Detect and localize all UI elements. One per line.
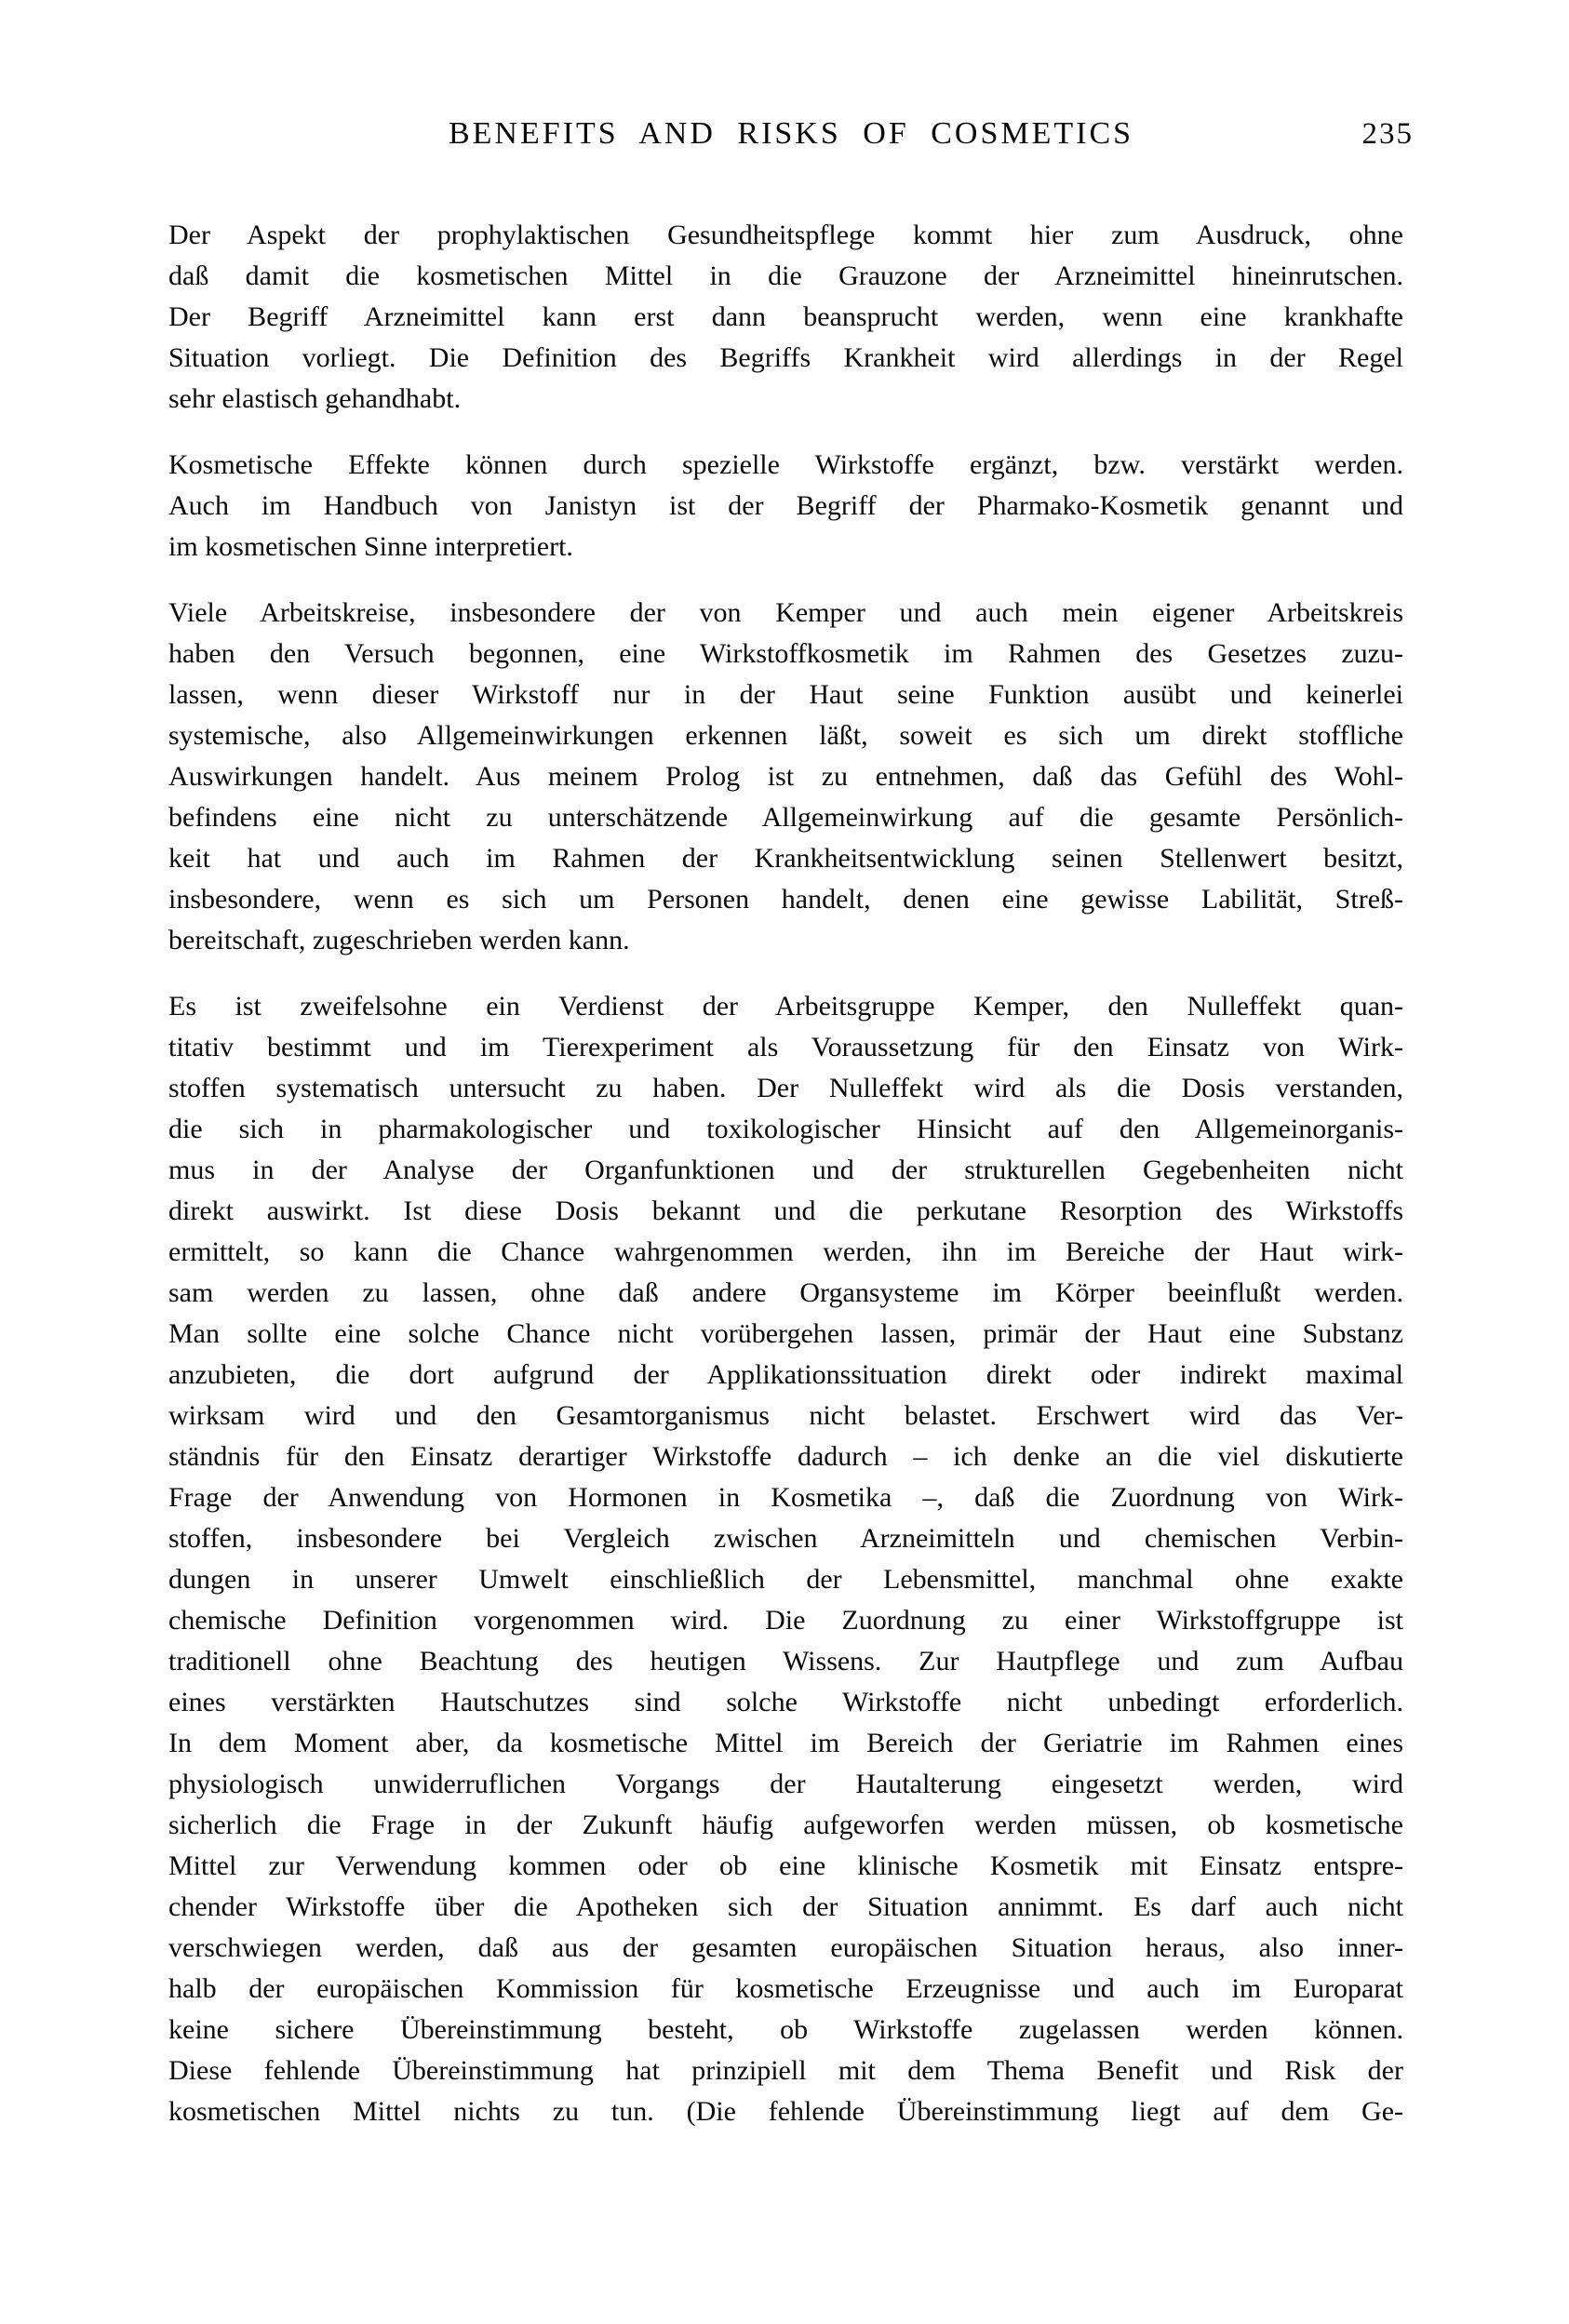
text-line: stoffen systematisch untersucht zu haben. Der Nulleffekt wird als die Dosis verstanden, [168,1073,1403,1103]
text-line: eines verstärkten Hautschutzes sind solche Wirkstoffe nicht unbedingt erforderlich. [168,1687,1403,1717]
running-header [168,117,1414,154]
text-line: sehr elastisch gehandhabt. [168,383,462,414]
text-line: daß damit die kosmetischen Mittel in die Grauzone der Arzneimittel hineinrutschen. [168,260,1403,291]
text-line: halb der europäischen Kommission für kosmetische Erzeugnisse und auch im Europarat [168,1973,1403,2004]
text-line: dungen in unserer Umwelt einschließlich der Lebensmittel, manchmal ohne exakte [168,1564,1403,1595]
paragraph [168,593,1403,961]
text-line: chemische Definition vorgenommen wird. Die Zuordnung zu einer Wirkstoffgruppe ist [168,1605,1403,1636]
text-line: Kosmetische Effekte können durch spezielle Wirkstoffe ergänzt, bzw. verstärkt werden. [168,449,1403,480]
text-line: titativ bestimmt und im Tierexperiment als Voraussetzung für den Einsatz von Wirk- [168,1032,1403,1062]
text-line: insbesondere, wenn es sich um Personen handelt, denen eine gewisse Labilität, Streß- [168,884,1403,915]
text-line: im kosmetischen Sinne interpretiert. [168,531,573,562]
text-line: keit hat und auch im Rahmen der Krankheitsentwicklung seinen Stellenwert besitzt, [168,843,1403,874]
running-header-title: BENEFITS AND RISKS OF COSMETICS [448,116,1134,151]
text-line: Der Aspekt der prophylaktischen Gesundheitspflege kommt hier zum Ausdruck, ohne [168,220,1403,250]
text-line: sam werden zu lassen, ohne daß andere Organsysteme im Körper beeinflußt werden. [168,1277,1403,1308]
text-line: ermittelt, so kann die Chance wahrgenommen werden, ihn im Bereiche der Haut wirk- [168,1236,1403,1267]
text-line: haben den Versuch begonnen, eine Wirkstoffkosmetik im Rahmen des Gesetzes zuzu- [168,638,1403,669]
text-line: befindens eine nicht zu unterschätzende Allgemeinwirkung auf die gesamte Persönlich- [168,802,1403,833]
text-line: Der Begriff Arzneimittel kann erst dann beansprucht werden, wenn eine krankhafte [168,301,1403,332]
body-text [168,215,1403,2132]
text-line: Situation vorliegt. Die Definition des Begriffs Krankheit wird allerdings in der Regel [168,342,1403,373]
paragraph [168,215,1403,420]
page-number: 235 [1361,117,1414,151]
text-line: physiologisch unwiderruflichen Vorgangs der Hautalterung eingesetzt werden, wird [168,1769,1403,1799]
text-line: systemische, also Allgemeinwirkungen erkennen läßt, soweit es sich um direkt stoffliche [168,720,1403,751]
text-line: Viele Arbeitskreise, insbesondere der von Kemper und auch mein eigener Arbeitskreis [168,597,1403,628]
paragraph [168,445,1403,568]
text-line: die sich in pharmakologischer und toxikologischer Hinsicht auf den Allgemeinorganis- [168,1114,1403,1144]
text-line: ständnis für den Einsatz derartiger Wirkstoffe dadurch – ich denke an die viel diskutierte [168,1441,1403,1472]
text-line: mus in der Analyse der Organfunktionen und der strukturellen Gegebenheiten nicht [168,1155,1403,1185]
text-line: Frage der Anwendung von Hormonen in Kosmetika –, daß die Zuordnung von Wirk- [168,1482,1403,1513]
text-line: sicherlich die Frage in der Zukunft häufig aufgeworfen werden müssen, ob kosmetische [168,1810,1403,1840]
text-line: keine sichere Übereinstimmung besteht, ob Wirkstoffe zugelassen werden können. [168,2014,1403,2045]
text-line: Es ist zweifelsohne ein Verdienst der Arbeitsgruppe Kemper, den Nulleffekt quan- [168,991,1403,1022]
text-line: Man sollte eine solche Chance nicht vorübergehen lassen, primär der Haut eine Substanz [168,1318,1403,1349]
text-line: Diese fehlende Übereinstimmung hat prinzipiell mit dem Thema Benefit und Risk der [168,2055,1403,2086]
text-line: stoffen, insbesondere bei Vergleich zwischen Arzneimitteln und chemischen Verbin- [168,1523,1403,1554]
paragraph [168,986,1403,2132]
text-line: kosmetischen Mittel nichts zu tun. (Die fehlende Übereinstimmung liegt auf dem Ge- [168,2096,1403,2127]
text-line: Auswirkungen handelt. Aus meinem Prolog ist zu entnehmen, daß das Gefühl des Wohl- [168,761,1403,792]
text-line: lassen, wenn dieser Wirkstoff nur in der Haut seine Funktion ausübt und keinerlei [168,679,1403,710]
text-line: direkt auswirkt. Ist diese Dosis bekannt und die perkutane Resorption des Wirkstoffs [168,1195,1403,1226]
text-line: bereitschaft, zugeschrieben werden kann. [168,925,630,955]
text-line: verschwiegen werden, daß aus der gesamten europäischen Situation heraus, also inner- [168,1932,1403,1963]
text-line: chender Wirkstoffe über die Apotheken sich der Situation annimmt. Es darf auch nicht [168,1891,1403,1922]
text-line: In dem Moment aber, da kosmetische Mittel im Bereich der Geriatrie im Rahmen eines [168,1728,1403,1758]
text-line: wirksam wird und den Gesamtorganismus nicht belastet. Erschwert wird das Ver- [168,1400,1403,1431]
text-line: Mittel zur Verwendung kommen oder ob eine klinische Kosmetik mit Einsatz entspre- [168,1850,1403,1881]
text-line: Auch im Handbuch von Janistyn ist der Begriff der Pharmako-Kosmetik genannt und [168,490,1403,521]
text-line: traditionell ohne Beachtung des heutigen Wissens. Zur Hautpflege und zum Aufbau [168,1646,1403,1676]
text-line: anzubieten, die dort aufgrund der Applikationssituation direkt oder indirekt maximal [168,1359,1403,1390]
